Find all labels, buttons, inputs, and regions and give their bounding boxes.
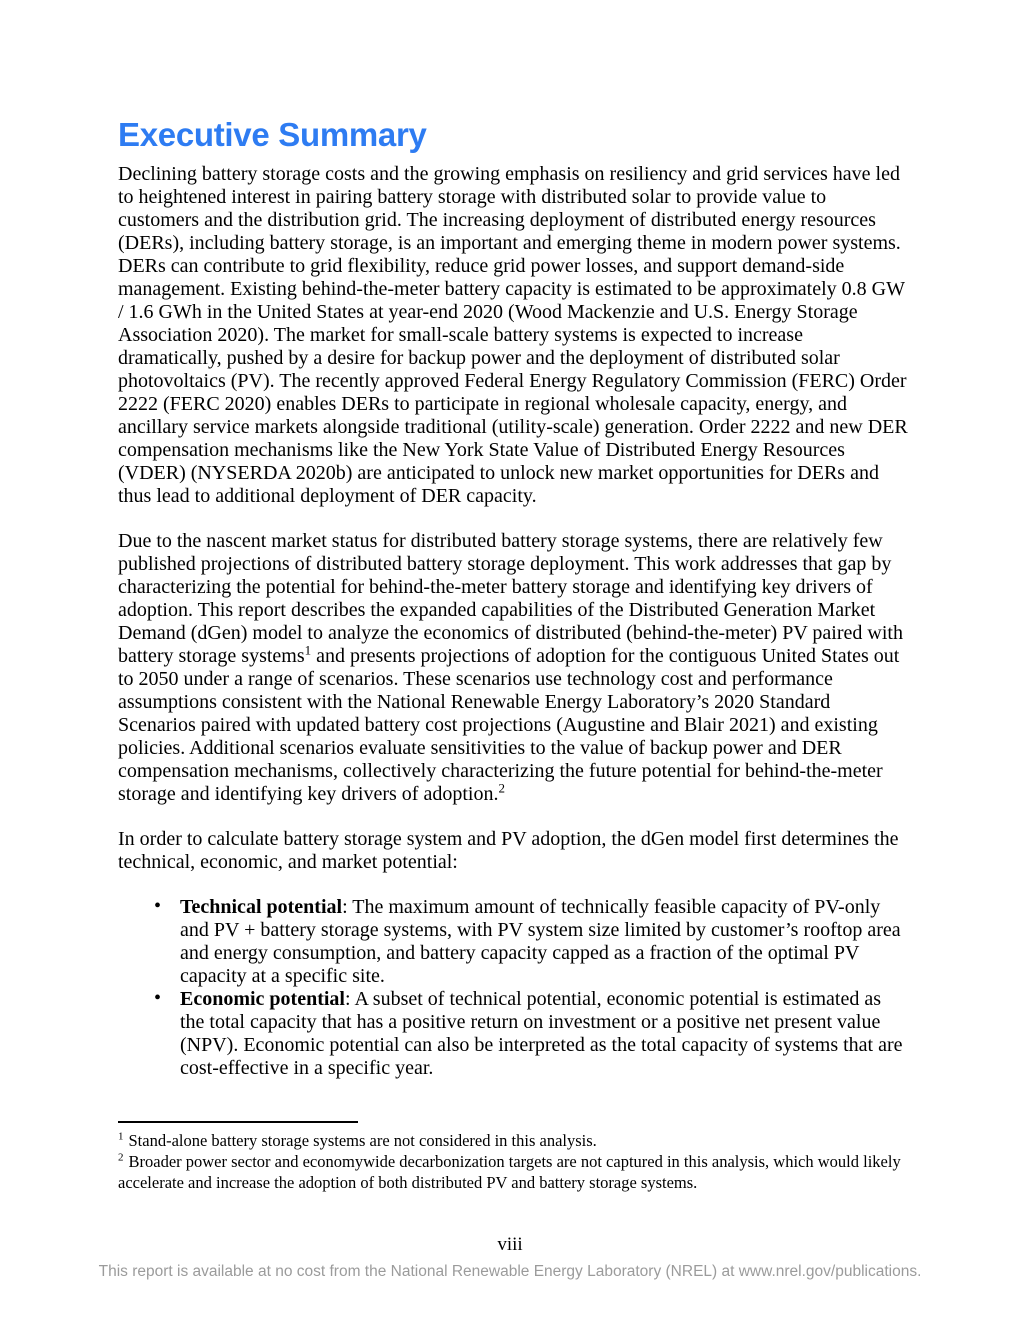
bullet-text-technical: : The maximum amount of technically feasible capacity of PV-only and PV + battery storage systems, with PV system size limited by customer’s rooftop area and energy consumption, and battery capacity capped as a fraction of the optimal PV capacity at a specific site. [180, 896, 901, 987]
bullet-term-economic: Economic potential [180, 988, 345, 1010]
footnote-1-text: Stand-alone battery storage systems are not considered in this analysis. [128, 1131, 597, 1150]
bullet-term-technical: Technical potential [180, 896, 343, 918]
bullet-icon: • [154, 895, 162, 917]
footnote-1-marker: 1 [118, 1130, 124, 1143]
footnote-separator [118, 1121, 358, 1123]
page-content [118, 118, 910, 1080]
page-title: Executive Summary [118, 116, 427, 153]
footer-note: This report is available at no cost from the National Renewable Energy Laboratory (NREL) at www.nrel.gov/publications. [98, 1263, 922, 1280]
footnote-2-marker: 2 [118, 1151, 124, 1164]
footnotes-section [118, 1121, 910, 1193]
footnote-2-text: Broader power sector and economywide decarbonization targets are not captured in this analysis, which would likely accelerate and increase the adoption of both distributed PV and battery storage systems. [118, 1152, 901, 1192]
footnote-1 [118, 1130, 910, 1151]
bullet-icon: • [154, 987, 162, 1009]
paragraph-intro: Declining battery storage costs and the growing emphasis on resiliency and grid services have led to heightened interest in pairing battery storage with distributed solar to provide value to customers and the distribution grid. The increasing deployment of distributed energy resources (DERs), including battery storage, is an important and emerging theme in modern power systems. DERs can contribute to grid flexibility, reduce grid power losses, and support demand-side management. Existing behind-the-meter battery capacity is estimated to be approximately 0.8 GW / 1.6 GWh in the United States at year-end 2020 (Wood Mackenzie and U.S. Energy Storage Association 2020). The market for small-scale battery systems is expected to increase dramatically, pushed by a desire for backup power and the deployment of distributed solar photovoltaics (PV). The recently approved Federal Energy Regulatory Commission (FERC) Order 2222 (FERC 2020) enables DERs to participate in regional wholesale capacity, energy, and ancillary service markets alongside traditional (utility-scale) generation. Order 2222 and new DER compensation mechanisms like the New York State Value of Distributed Energy Resources (VDER) (NYSERDA 2020b) are anticipated to unlock new market opportunities for DERs and thus lead to additional deployment of DER capacity. [118, 163, 908, 507]
paragraph-projections [118, 530, 910, 806]
page-number: viii [497, 1234, 523, 1255]
list-item-economic-potential [118, 988, 910, 1080]
paragraph-projections-text: Due to the nascent market status for distributed battery storage systems, there are relatively few published projections of distributed battery storage deployment. This work addresses that gap by characterizing the potential for behind-the-meter battery storage and identifying key drivers of adoption. This report describes the expanded capabilities of the Distributed Generation Market Demand (dGen) model to analyze the economics of distributed (behind-the-meter) PV paired with battery storage systems [118, 530, 903, 667]
footnote-ref-2: 2 [498, 780, 505, 796]
bullet-text-economic: : A subset of technical potential, economic potential is estimated as the total capacity that has a positive return on investment or a positive net present value (NPV). Economic potential can also be interpreted as the total capacity of systems that are cost-effective in a specific year. [180, 988, 903, 1079]
footnote-2 [118, 1151, 910, 1193]
paragraph-potentials-lead: In order to calculate battery storage system and PV adoption, the dGen model first determines the technical, economic, and market potential: [118, 828, 899, 873]
potential-definitions-list [118, 896, 910, 1080]
footnote-ref-1: 1 [304, 642, 312, 658]
paragraph-projections-text-cont: and presents projections of adoption for the contiguous United States out to 2050 under a range of scenarios. These scenarios use technology cost and performance assumptions consistent with the National Renewable Energy Laboratory’s 2020 Standard Scenarios paired with updated battery cost projections (Augustine and Blair 2021) and existing policies. Additional scenarios evaluate sensitivities to the value of backup power and DER compensation mechanisms, collectively characterizing the future potential for behind-the-meter storage and identifying key drivers of adoption. [118, 645, 900, 805]
list-item-technical-potential [118, 896, 910, 988]
